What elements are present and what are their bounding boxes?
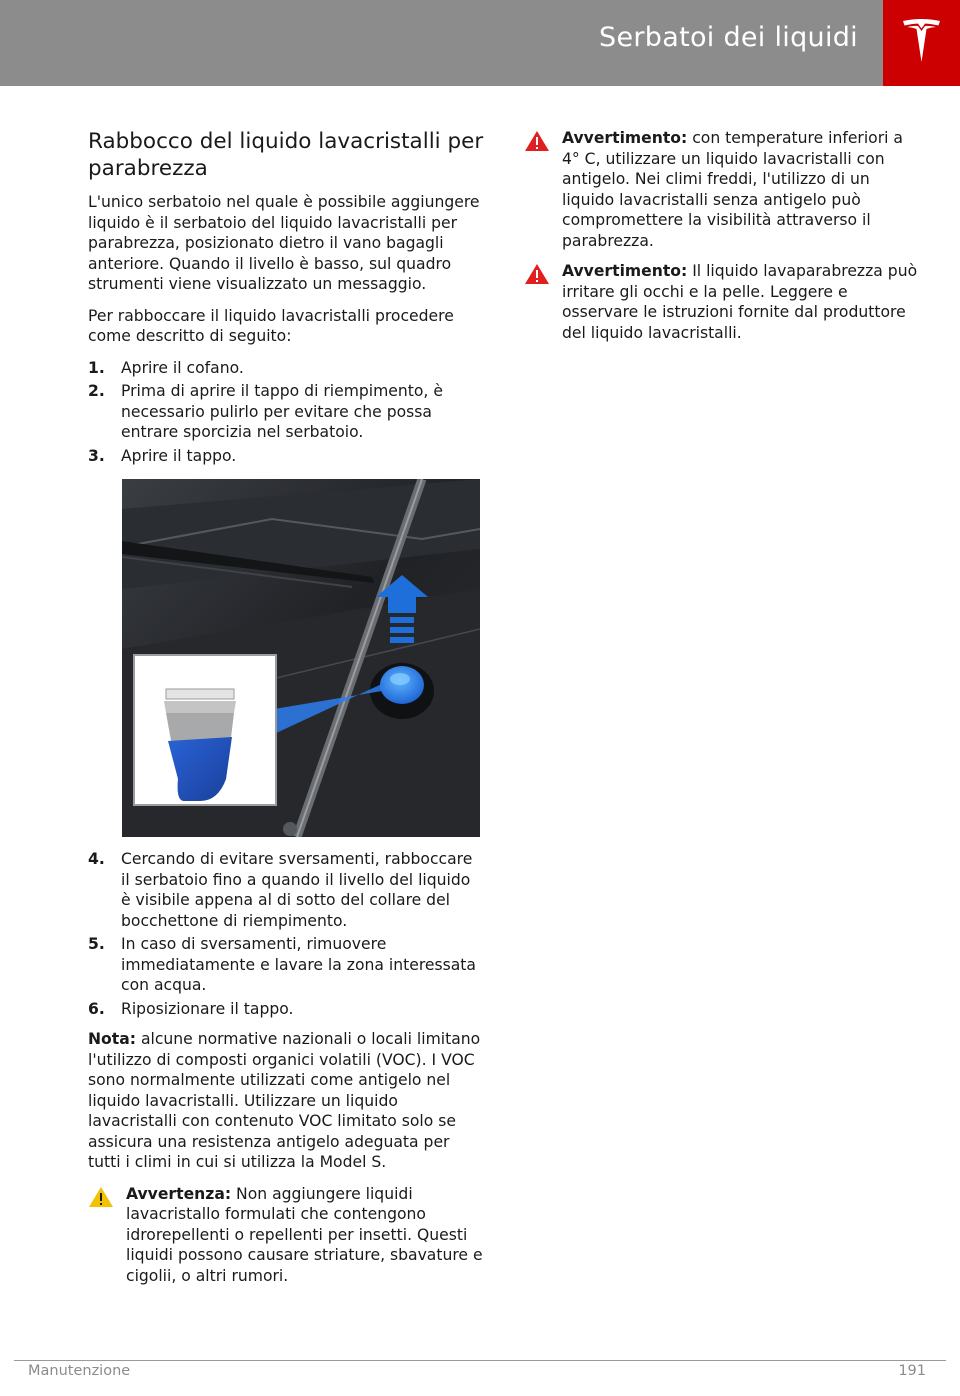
- note-paragraph: [88, 1029, 484, 1173]
- warning-label: Avvertimento:: [562, 262, 688, 280]
- section-heading: Rabbocco del liquido lavacristalli per parabrezza: [88, 129, 484, 181]
- step-number: 5.: [88, 935, 105, 953]
- warning-text: Il liquido lavaparabrezza può irritare gli occhi e la pelle. Leggere e osservare le istruzioni fornite dal produttore del liquido lavacristalli.: [562, 262, 918, 342]
- warning-label: Avvertimento:: [562, 129, 688, 147]
- step-item: [88, 381, 484, 443]
- reservoir-cap-illustration: [122, 479, 480, 837]
- page-title: Serbatoi dei liquidi: [599, 22, 858, 53]
- step-item: [88, 358, 484, 379]
- step-item: [88, 849, 484, 931]
- warning-block: [524, 261, 924, 343]
- step-text: Riposizionare il tappo.: [121, 999, 294, 1018]
- left-column: [88, 128, 484, 1296]
- procedure-intro: Per rabboccare il liquido lavacristalli procedere come descritto di seguito:: [88, 306, 454, 345]
- footer-section: Manutenzione: [28, 1363, 131, 1379]
- tesla-logo: [883, 0, 960, 86]
- tesla-logo-icon: [901, 18, 942, 64]
- steps-list-a: [88, 358, 484, 467]
- page-header: [0, 0, 960, 86]
- step-number: 1.: [88, 358, 105, 377]
- steps-list-b: [88, 849, 484, 1019]
- caution-triangle-icon: [88, 1186, 114, 1208]
- caution-block: [88, 1184, 484, 1287]
- footer-page-number: 191: [898, 1363, 926, 1379]
- warning-triangle-icon: [524, 263, 550, 285]
- caution-label: Avvertenza:: [126, 1184, 232, 1203]
- step-number: 6.: [88, 999, 105, 1018]
- footer-divider: [14, 1360, 946, 1361]
- step-text: Prima di aprire il tappo di riempimento, è necessario pulirlo per evitare che possa entrare sporcizia nel serbatoio.: [121, 382, 443, 441]
- step-item: [88, 446, 484, 467]
- step-item: [88, 999, 484, 1020]
- note-text: alcune normative nazionali o locali limitano l'utilizzo di composti organici volatili (VOC). I VOC sono normalmente utilizzati come antigelo nel liquido lavacristalli. Utilizzare un liquido lavacristalli con contenuto VOC limitato solo se assicura una resistenza antigelo adeguata per tutti i climi in cui si utilizza la Model S.: [88, 1030, 481, 1171]
- step-text: Aprire il cofano.: [121, 358, 244, 377]
- warning-text: con temperature inferiori a 4° C, utilizzare un liquido lavacristalli con antigelo. Nei climi freddi, l'utilizzo di un liquido lavacristalli senza antigelo può compromettere la visibilità attraverso il parabrezza.: [562, 129, 903, 250]
- step-text: Cercando di evitare sversamenti, rabboccare il serbatoio fino a quando il livello del liquido è visibile appena al di sotto del collare del bocchettone di riempimento.: [121, 850, 473, 930]
- step-number: 4.: [88, 850, 105, 868]
- step-number: 3.: [88, 446, 105, 465]
- intro-paragraph: L'unico serbatoio nel quale è possibile aggiungere liquido è il serbatoio del liquido lavacristalli per parabrezza, posizionato dietro il vano bagagli anteriore. Quando il livello è basso, sul quadro strumenti viene visualizzato un messaggio.: [88, 193, 480, 293]
- caution-text: Non aggiungere liquidi lavacristallo formulati che contengono idrorepellenti o repellenti per insetti. Questi liquidi possono causare striature, sbavature e cigolii, o altri rumori.: [126, 1184, 483, 1285]
- step-text: In caso di sversamenti, rimuovere immediatamente e lavare la zona interessata con acqua.: [121, 935, 476, 994]
- step-text: Aprire il tappo.: [121, 446, 237, 465]
- note-label: Nota:: [88, 1030, 136, 1048]
- warning-triangle-icon: [524, 130, 550, 152]
- step-item: [88, 934, 484, 996]
- warning-block: [524, 128, 924, 251]
- step-number: 2.: [88, 382, 105, 400]
- washer-reservoir-illustration: [122, 479, 480, 837]
- right-column: [524, 128, 924, 353]
